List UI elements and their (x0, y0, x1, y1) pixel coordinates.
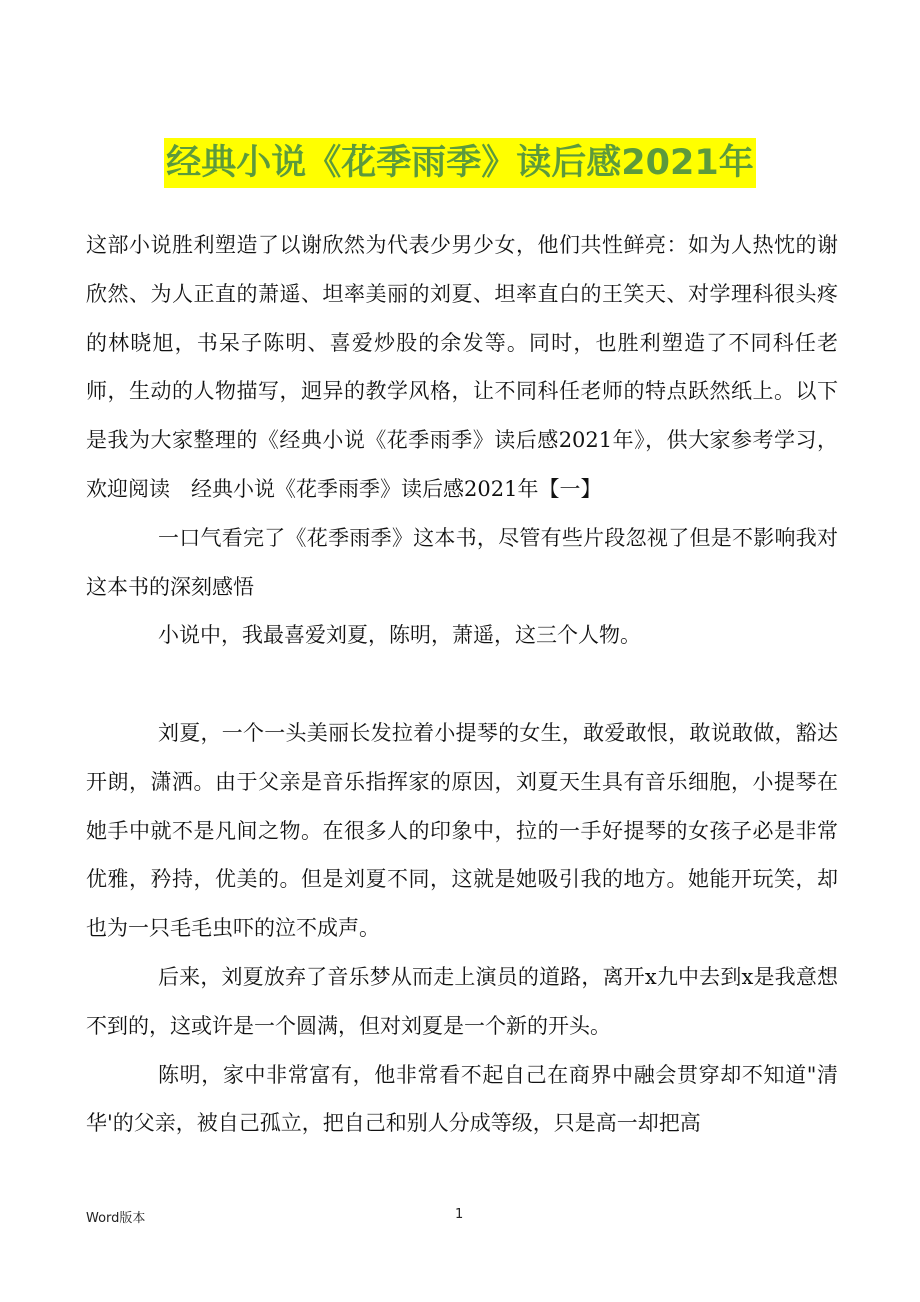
paragraph-4: 后来，刘夏放弃了音乐梦从而走上演员的道路，离开x九中去到x是我意想不到的，这或许是一个圆满，但对刘夏是一个新的开头。 (86, 964, 838, 1038)
paragraph-5: 陈明，家中非常富有，他非常看不起自己在商界中融会贯穿却不知道"清华'的父亲，被自己孤立，把自己和别人分成等级，只是高一却把高 (86, 1062, 838, 1136)
title-container (0, 138, 920, 188)
page-number: 1 (455, 1207, 464, 1222)
paragraph-2: 小说中，我最喜爱刘夏，陈明，萧遥，这三个人物。 (158, 623, 641, 648)
paragraph-1: 一口气看完了《花季雨季》这本书，尽管有些片段忽视了但是不影响我对这本书的深刻感悟 (86, 525, 838, 599)
paragraph-3: 刘夏，一个一头美丽长发拉着小提琴的女生，敢爱敢恨，敢说敢做，豁达开朗，潇洒。由于父亲是音乐指挥家的原因，刘夏天生具有音乐细胞，小提琴在她手中就不是凡间之物。在很多人的印象中，拉的一手好提琴的女孩子必是非常优雅，矜持，优美的。但是刘夏不同，这就是她吸引我的地方。她能开玩笑，却也为一只毛毛虫吓的泣不成声。 (86, 720, 838, 941)
paragraph-intro: 这部小说胜利塑造了以谢欣然为代表少男少女，他们共性鲜亮：如为人热忱的谢欣然、为人正直的萧遥、坦率美丽的刘夏、坦率直白的王笑天、对学理科很头疼的林晓旭，书呆子陈明、喜爱炒股的余发等。同时，也胜利塑造了不同科任老师，生动的人物描写，迥异的教学风格，让不同科任老师的特点跃然纸上。以下是我为大家整理的《经典小说《花季雨季》读后感2021年》，供大家参考学习，欢迎阅读 经典小说《花季雨季》读后感2021年【一】 (86, 233, 838, 501)
document-title: 经典小说《花季雨季》读后感2021年 (164, 138, 755, 188)
document-body (86, 221, 838, 1148)
blank-line (86, 660, 838, 709)
footer-label: Word版本 (86, 1211, 146, 1226)
